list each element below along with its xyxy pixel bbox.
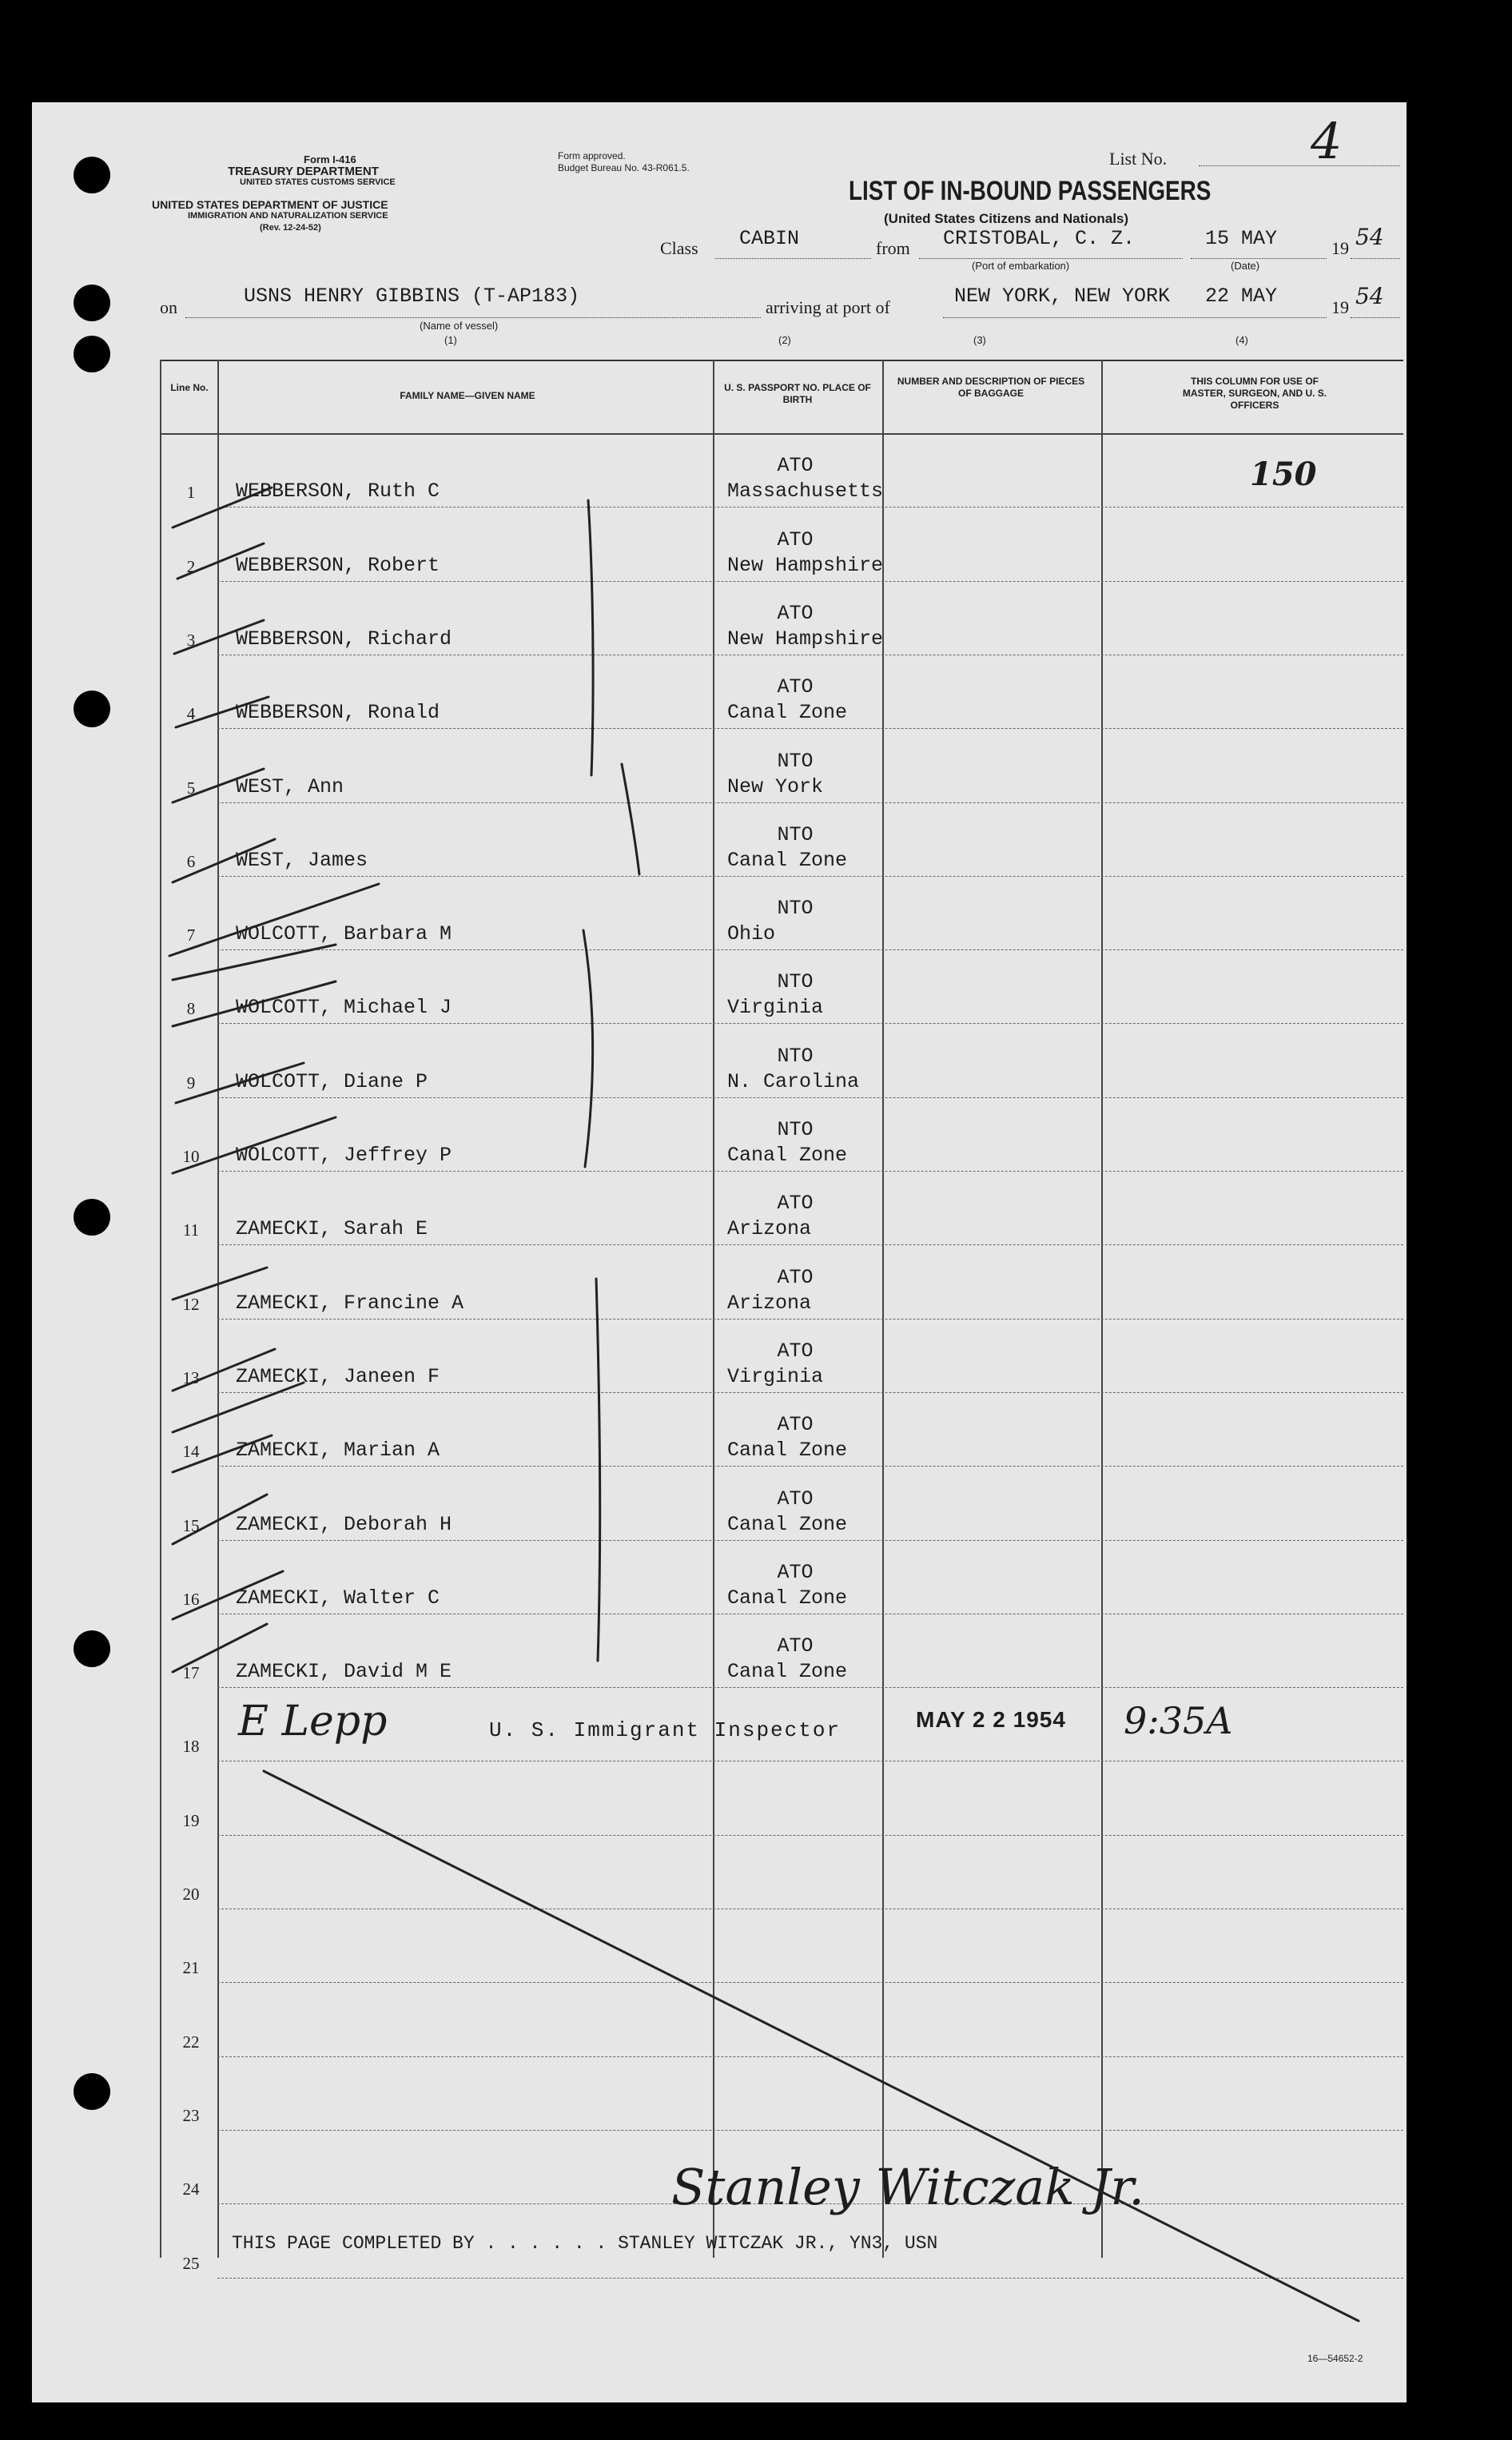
passport-code: ATO bbox=[777, 1487, 814, 1511]
justice-dept: UNITED STATES DEPARTMENT OF JUSTICE bbox=[152, 198, 388, 211]
tick-mark bbox=[173, 1349, 275, 1391]
date-caption: (Date) bbox=[1231, 260, 1260, 272]
passport-code: ATO bbox=[777, 454, 814, 477]
line-number: 23 bbox=[182, 2106, 200, 2125]
passport-code: NTO bbox=[777, 1045, 814, 1068]
tick-mark bbox=[173, 839, 275, 882]
arriving-label: arriving at port of bbox=[766, 297, 890, 317]
passport-code: ATO bbox=[777, 1339, 814, 1363]
tick-mark bbox=[176, 697, 269, 727]
tick-mark bbox=[176, 1063, 304, 1103]
line-number: 19 bbox=[182, 1811, 200, 1830]
line-number: 1 bbox=[186, 483, 196, 502]
on-label: on bbox=[160, 297, 177, 317]
line-number: 10 bbox=[182, 1147, 200, 1166]
line-number: 6 bbox=[186, 852, 196, 871]
form-code: 16—54652-2 bbox=[1307, 2353, 1363, 2364]
passport-code: ATO bbox=[777, 675, 814, 699]
place-of-birth: New Hampshire bbox=[727, 627, 884, 651]
col-num-1: (1) bbox=[444, 334, 457, 346]
line-number: 12 bbox=[182, 1295, 200, 1314]
list-no-value: 4 bbox=[1311, 112, 1343, 170]
place-of-birth: Massachusetts bbox=[727, 480, 884, 503]
passport-code: NTO bbox=[777, 1118, 814, 1141]
tick-mark bbox=[173, 981, 336, 1026]
tick-mark bbox=[174, 620, 264, 654]
line-number: 4 bbox=[186, 704, 196, 723]
passport-code: ATO bbox=[777, 602, 814, 625]
passenger-name: WEBBERSON, Ronald bbox=[236, 701, 440, 724]
bracket-mark bbox=[583, 930, 593, 1167]
year-suffix-1: 54 bbox=[1355, 224, 1384, 250]
passenger-name: WEST, James bbox=[236, 849, 368, 872]
inspector-label: U. S. Immigrant Inspector bbox=[489, 1718, 842, 1742]
vessel-value: USNS HENRY GIBBINS (T-AP183) bbox=[244, 285, 580, 308]
tick-mark bbox=[177, 543, 264, 579]
place-of-birth: Canal Zone bbox=[727, 1439, 848, 1462]
place-of-birth: Canal Zone bbox=[727, 1144, 848, 1167]
class-value: CABIN bbox=[739, 227, 800, 250]
passport-code: ATO bbox=[777, 528, 814, 551]
from-label: from bbox=[876, 238, 910, 258]
passenger-name: WEBBERSON, Robert bbox=[236, 554, 440, 577]
line-number: 16 bbox=[182, 1590, 200, 1609]
year-prefix-1: 19 bbox=[1331, 238, 1349, 258]
line-number: 21 bbox=[182, 1958, 200, 1977]
list-no-label: List No. bbox=[1109, 149, 1168, 169]
from-value: CRISTOBAL, C. Z. bbox=[943, 227, 1136, 250]
preparer-signature: Stanley Witczak Jr. bbox=[671, 2158, 1144, 2216]
bracket-mark bbox=[588, 500, 593, 775]
form-approved: Form approved. bbox=[558, 150, 626, 161]
place-of-birth: New York bbox=[727, 775, 824, 798]
line-number: 8 bbox=[186, 999, 196, 1018]
passenger-name: WEBBERSON, Richard bbox=[236, 627, 452, 651]
line-number: 15 bbox=[182, 1516, 200, 1535]
inspector-initials-signature: E Lepp bbox=[238, 1698, 388, 1745]
budget-bureau: Budget Bureau No. 43-R061.5. bbox=[558, 162, 690, 173]
tick-mark bbox=[173, 1383, 304, 1432]
passenger-name: WOLCOTT, Jeffrey P bbox=[236, 1144, 452, 1167]
passenger-name: ZAMECKI, Walter C bbox=[236, 1586, 440, 1610]
tick-mark bbox=[173, 945, 336, 980]
passport-code: ATO bbox=[777, 1192, 814, 1215]
col-header-name: FAMILY NAME—GIVEN NAME bbox=[400, 390, 535, 401]
passport-code: ATO bbox=[777, 1413, 814, 1436]
passport-code: ATO bbox=[777, 1561, 814, 1584]
place-of-birth: Canal Zone bbox=[727, 701, 848, 724]
treasury-dept: TREASURY DEPARTMENT bbox=[228, 165, 379, 178]
inspector-stamp-date: MAY 2 2 1954 bbox=[916, 1707, 1066, 1732]
tick-mark bbox=[173, 1435, 272, 1472]
line-number: 20 bbox=[182, 1885, 200, 1904]
place-of-birth: N. Carolina bbox=[727, 1070, 860, 1093]
year-suffix-2: 54 bbox=[1355, 283, 1384, 309]
col-header-officers: THIS COLUMN FOR USE OF MASTER, SURGEON, AND U. S. OFFICERS bbox=[1182, 376, 1327, 411]
line-number: 2 bbox=[186, 557, 196, 576]
depart-date: 15 MAY bbox=[1205, 227, 1278, 250]
completed-by: THIS PAGE COMPLETED BY . . . . . . STANLEY WITCZAK JR., YN3, USN bbox=[232, 2233, 938, 2254]
revision: (Rev. 12-24-52) bbox=[260, 223, 321, 233]
tick-mark bbox=[169, 884, 379, 956]
ins-service: IMMIGRATION AND NATURALIZATION SERVICE bbox=[188, 211, 388, 221]
passenger-name: ZAMECKI, Deborah H bbox=[236, 1513, 452, 1536]
col-header-baggage: NUMBER AND DESCRIPTION OF PIECES OF BAGGAGE bbox=[897, 376, 1085, 399]
passenger-name: ZAMECKI, Sarah E bbox=[236, 1217, 428, 1240]
passenger-name: ZAMECKI, Francine A bbox=[236, 1292, 464, 1315]
place-of-birth: Canal Zone bbox=[727, 1513, 848, 1536]
officer-count: 150 bbox=[1250, 456, 1317, 493]
line-number: 17 bbox=[182, 1663, 200, 1682]
place-of-birth: Arizona bbox=[727, 1292, 812, 1315]
col-header-passport: U. S. PASSPORT NO. PLACE OF BIRTH bbox=[724, 382, 871, 405]
line-number: 5 bbox=[186, 778, 196, 798]
place-of-birth: Virginia bbox=[727, 996, 824, 1019]
port-value: NEW YORK, NEW YORK bbox=[954, 285, 1171, 308]
tick-mark bbox=[173, 1268, 267, 1300]
passenger-name: WEST, Ann bbox=[236, 775, 344, 798]
tick-mark bbox=[173, 1117, 336, 1173]
line-number: 14 bbox=[182, 1442, 200, 1461]
tick-mark bbox=[173, 1624, 267, 1672]
passenger-name: WOLCOTT, Michael J bbox=[236, 996, 452, 1019]
place-of-birth: Canal Zone bbox=[727, 1586, 848, 1610]
line-number: 13 bbox=[182, 1368, 200, 1387]
strike-diagonal bbox=[264, 1771, 1359, 2321]
line-number: 9 bbox=[186, 1073, 196, 1093]
place-of-birth: Arizona bbox=[727, 1217, 812, 1240]
place-of-birth: Ohio bbox=[727, 922, 776, 945]
line-number: 22 bbox=[182, 2032, 200, 2052]
bracket-mark bbox=[622, 764, 639, 874]
form-number: Form I-416 bbox=[304, 153, 356, 165]
place-of-birth: New Hampshire bbox=[727, 554, 884, 577]
customs-service: UNITED STATES CUSTOMS SERVICE bbox=[240, 177, 396, 187]
tick-mark bbox=[173, 1495, 267, 1544]
passport-code: NTO bbox=[777, 897, 814, 920]
inspector-time-note: 9:35A bbox=[1124, 1699, 1233, 1742]
col-num-3: (3) bbox=[973, 334, 986, 346]
passport-code: NTO bbox=[777, 750, 814, 773]
passenger-name: WOLCOTT, Diane P bbox=[236, 1070, 428, 1093]
tick-mark bbox=[173, 488, 272, 527]
vessel-caption: (Name of vessel) bbox=[420, 320, 499, 332]
passenger-name: WEBBERSON, Ruth C bbox=[236, 480, 440, 503]
passenger-name: ZAMECKI, Janeen F bbox=[236, 1365, 440, 1388]
page-subtitle: (United States Citizens and Nationals) bbox=[884, 211, 1129, 226]
col-num-4: (4) bbox=[1235, 334, 1248, 346]
col-num-2: (2) bbox=[778, 334, 791, 346]
place-of-birth: Virginia bbox=[727, 1365, 824, 1388]
passenger-name: ZAMECKI, David M E bbox=[236, 1660, 452, 1683]
year-prefix-2: 19 bbox=[1331, 297, 1349, 317]
line-number: 18 bbox=[182, 1737, 200, 1756]
place-of-birth: Canal Zone bbox=[727, 1660, 848, 1683]
passport-code: ATO bbox=[777, 1266, 814, 1289]
passport-code: NTO bbox=[777, 823, 814, 846]
passenger-name: ZAMECKI, Marian A bbox=[236, 1439, 440, 1462]
from-caption: (Port of embarkation) bbox=[972, 260, 1070, 272]
col-header-line-no: Line No. bbox=[170, 382, 209, 393]
page-title: LIST OF IN-BOUND PASSENGERS bbox=[849, 176, 1212, 206]
line-number: 24 bbox=[182, 2179, 200, 2199]
bracket-mark bbox=[596, 1279, 600, 1661]
arrive-date: 22 MAY bbox=[1205, 285, 1278, 308]
class-label: Class bbox=[660, 238, 698, 258]
place-of-birth: Canal Zone bbox=[727, 849, 848, 872]
passenger-name: WOLCOTT, Barbara M bbox=[236, 922, 452, 945]
line-number: 11 bbox=[182, 1220, 200, 1240]
tick-mark bbox=[173, 769, 264, 802]
passport-code: ATO bbox=[777, 1634, 814, 1658]
line-number: 7 bbox=[186, 925, 196, 945]
line-number: 25 bbox=[182, 2254, 200, 2273]
line-number: 3 bbox=[186, 631, 196, 650]
tick-mark bbox=[173, 1571, 283, 1619]
passport-code: NTO bbox=[777, 970, 814, 993]
